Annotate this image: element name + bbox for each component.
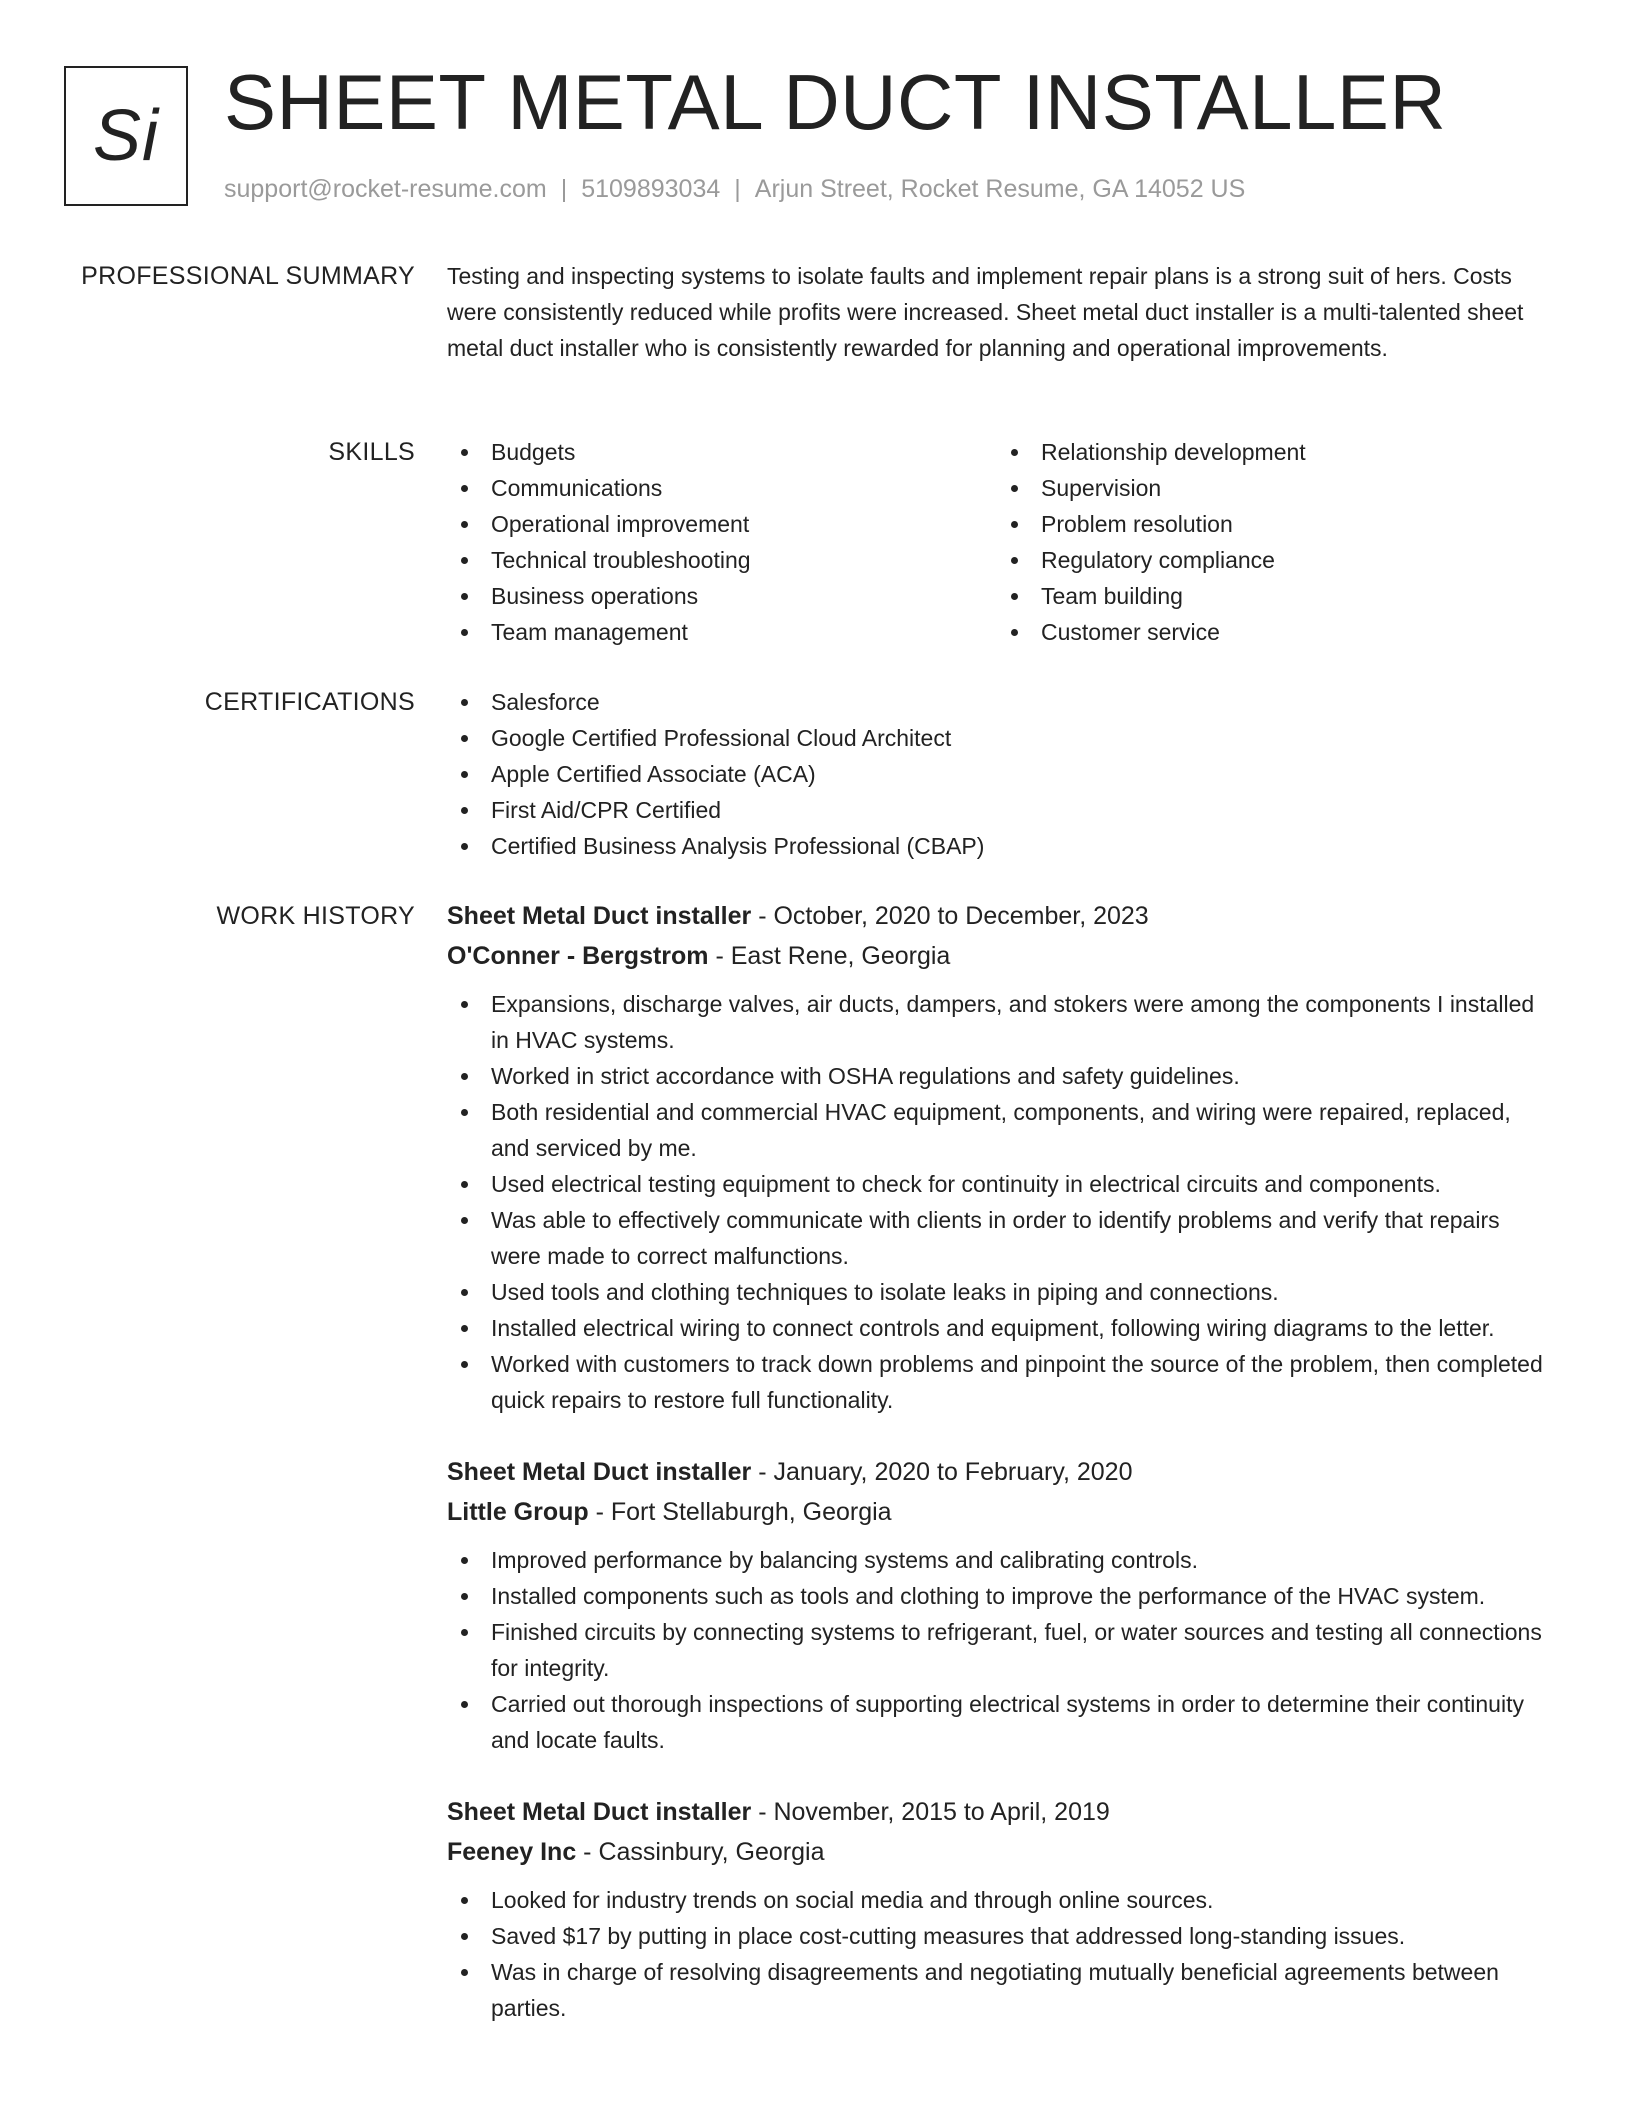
job-entry [447, 1452, 1547, 1758]
job-company-line [447, 1492, 1547, 1532]
certifications-list [447, 684, 1547, 864]
section-label-skills: SKILLS [328, 438, 415, 466]
job-title-line [447, 896, 1547, 936]
job-dates: - January, 2020 to February, 2020 [751, 1458, 1133, 1486]
job-bullet: Looked for industry trends on social media and through online sources. [447, 1882, 1547, 1918]
section-label-summary: PROFESSIONAL SUMMARY [81, 262, 415, 290]
skill-item: Customer service [997, 614, 1547, 650]
job-company: Feeney Inc [447, 1838, 577, 1866]
skill-item: Budgets [447, 434, 997, 470]
job-company: Little Group [447, 1498, 589, 1526]
certification-item: Google Certified Professional Cloud Architect [447, 720, 1547, 756]
contact-separator: | [734, 175, 741, 203]
certification-item: Apple Certified Associate (ACA) [447, 756, 1547, 792]
job-bullet: Improved performance by balancing systems and calibrating controls. [447, 1542, 1547, 1578]
job-bullet: Installed electrical wiring to connect controls and equipment, following wiring diagrams to the letter. [447, 1310, 1547, 1346]
job-bullet: Worked in strict accordance with OSHA regulations and safety guidelines. [447, 1058, 1547, 1094]
summary-body [447, 258, 1547, 366]
job-bullet: Finished circuits by connecting systems to refrigerant, fuel, or water sources and testing all connections for integrity. [447, 1614, 1547, 1686]
job-bullet: Both residential and commercial HVAC equipment, components, and wiring were repaired, replaced, and serviced by me. [447, 1094, 1547, 1166]
skill-item: Supervision [997, 470, 1547, 506]
skills-list-left [447, 434, 997, 650]
job-company-line [447, 1832, 1547, 1872]
skill-item: Relationship development [997, 434, 1547, 470]
contact-address: Arjun Street, Rocket Resume, GA 14052 US [754, 175, 1246, 203]
skill-item: Operational improvement [447, 506, 997, 542]
job-bullet: Was in charge of resolving disagreements and negotiating mutually beneficial agreements between parties. [447, 1954, 1547, 2026]
monogram-logo: Si [64, 66, 188, 206]
job-bullet: Used tools and clothing techniques to isolate leaks in piping and connections. [447, 1274, 1547, 1310]
job-entry [447, 1792, 1547, 2026]
skill-item: Regulatory compliance [997, 542, 1547, 578]
job-entry [447, 896, 1547, 1418]
skills-list-right [997, 434, 1547, 650]
job-bullets [447, 986, 1547, 1418]
job-location: - East Rene, Georgia [708, 942, 951, 970]
job-title: Sheet Metal Duct installer [447, 902, 752, 930]
skills-columns [447, 434, 1547, 650]
job-bullet: Was able to effectively communicate with clients in order to identify problems and verify that repairs were made to correct malfunctions. [447, 1202, 1547, 1274]
job-bullet: Installed components such as tools and clothing to improve the performance of the HVAC system. [447, 1578, 1547, 1614]
skill-item: Team management [447, 614, 997, 650]
job-bullet: Saved $17 by putting in place cost-cutting measures that addressed long-standing issues. [447, 1918, 1547, 1954]
summary-text: Testing and inspecting systems to isolate faults and implement repair plans is a strong suit of hers. Costs were consistently reduced while profits were increased. Sheet metal duct installer is a multi-talented sheet metal duct installer who is consistently rewarded for planning and operational improvements. [447, 263, 1524, 361]
certification-item: Certified Business Analysis Professional (CBAP) [447, 828, 1547, 864]
job-bullets [447, 1542, 1547, 1758]
job-bullet: Used electrical testing equipment to check for continuity in electrical circuits and components. [447, 1166, 1547, 1202]
skill-item: Business operations [447, 578, 997, 614]
skill-item: Team building [997, 578, 1547, 614]
contact-line [224, 175, 1245, 204]
job-company: O'Conner - Bergstrom [447, 942, 709, 970]
contact-email[interactable]: support@rocket-resume.com [224, 175, 547, 203]
job-bullet: Expansions, discharge valves, air ducts, dampers, and stokers were among the components I installed in HVAC systems. [447, 986, 1547, 1058]
work-history-body [447, 896, 1547, 2060]
certifications-body [447, 684, 1547, 864]
section-label-certifications: CERTIFICATIONS [204, 688, 415, 716]
job-dates: - November, 2015 to April, 2019 [751, 1798, 1110, 1826]
resume-title: SHEET METAL DUCT INSTALLER [224, 58, 1447, 146]
job-company-line [447, 936, 1547, 976]
job-title: Sheet Metal Duct installer [447, 1798, 752, 1826]
job-location: - Cassinbury, Georgia [576, 1838, 825, 1866]
certification-item: Salesforce [447, 684, 1547, 720]
skill-item: Problem resolution [997, 506, 1547, 542]
section-label-work-history: WORK HISTORY [216, 902, 415, 930]
contact-phone[interactable]: 5109893034 [581, 175, 721, 203]
job-bullet: Carried out thorough inspections of supporting electrical systems in order to determine their continuity and locate faults. [447, 1686, 1547, 1758]
contact-separator: | [560, 175, 568, 203]
job-location: - Fort Stellaburgh, Georgia [588, 1498, 892, 1526]
job-title-line [447, 1452, 1547, 1492]
skill-item: Communications [447, 470, 997, 506]
job-bullets [447, 1882, 1547, 2026]
certification-item: First Aid/CPR Certified [447, 792, 1547, 828]
job-title: Sheet Metal Duct installer [447, 1458, 752, 1486]
job-dates: - October, 2020 to December, 2023 [751, 902, 1149, 930]
job-bullet: Worked with customers to track down problems and pinpoint the source of the problem, then completed quick repairs to restore full functionality. [447, 1346, 1547, 1418]
skill-item: Technical troubleshooting [447, 542, 997, 578]
job-title-line [447, 1792, 1547, 1832]
